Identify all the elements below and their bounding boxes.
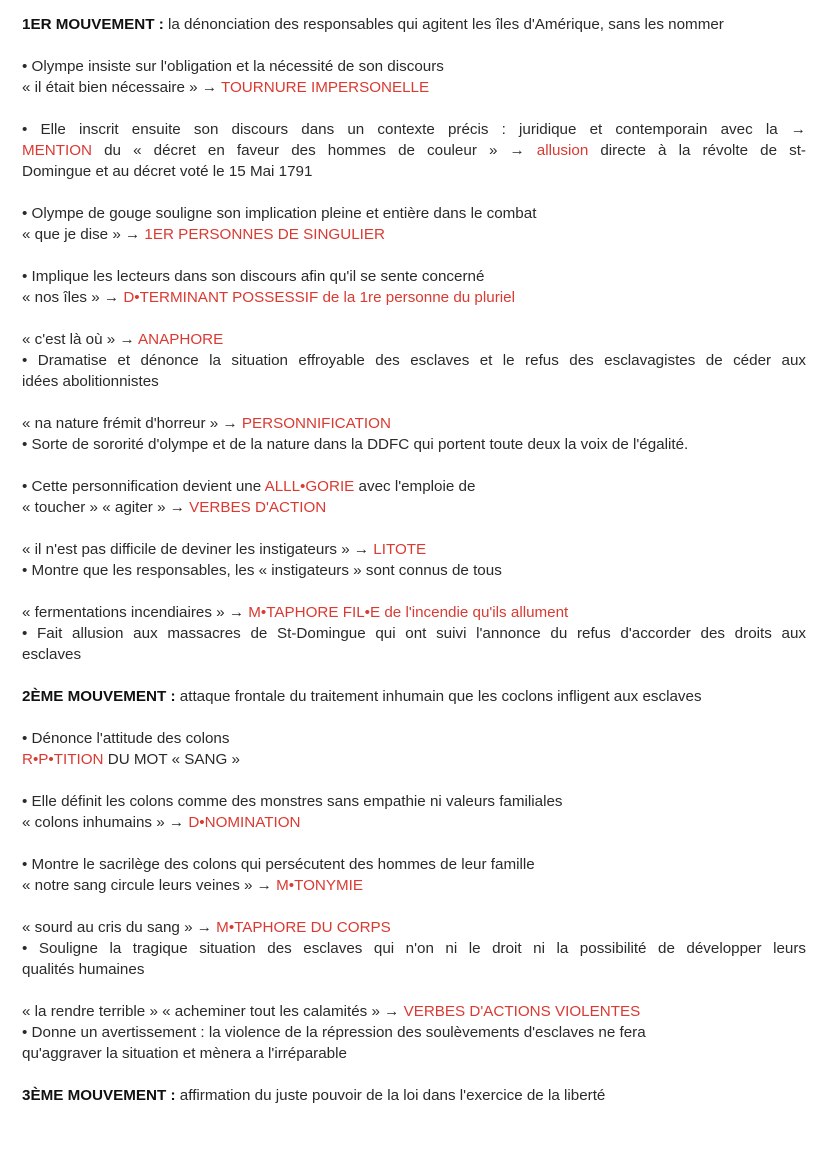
quote: « colons inhumains » → [22,814,189,831]
bullet-text: • Souligne la tragique situation des esclaves qui n'on ni le droit ni la possibilité de développer leurs [22,940,806,957]
bullet-text: • Montre le sacrilège des colons qui persécutent des hommes de leur famille [22,856,535,873]
bullet-text: • Sorte de sororité d'olympe et de la nature dans la DDFC qui portent toute deux la voix de l'égalité. [22,436,689,453]
bullet-text: Domingue et au décret voté le 15 Mai 1791 [22,163,313,180]
quote: « na nature frémit d'horreur » → [22,415,242,432]
bullet-text: esclaves [22,646,82,663]
bullet-text: qualités humaines [22,961,145,978]
quote: « sourd au cris du sang » → [22,919,217,936]
figure-term: TOURNURE IMPERSONELLE [220,79,430,96]
quote-line [22,539,426,560]
bullet-text: qu'aggraver la situation et mènera a l'irréparable [22,1045,347,1062]
heading-text: la dénonciation des responsables qui agitent les îles d'Amérique, sans les nommer [163,16,724,33]
quote-line [22,287,515,308]
figure-term: 1ER PERSONNES DE SINGULIER [144,226,385,243]
quote-line [22,413,391,434]
bullet-text: • Implique les lecteurs dans son discours afin qu'il se sente concerné [22,268,485,285]
heading-label: 3ÈME MOUVEMENT : [22,1087,176,1104]
movement-1-heading [22,14,724,35]
quote-line [22,77,429,98]
figure-term: D•TERMINANT POSSESSIF de la 1re personne du pluriel [123,289,515,306]
bullet-text [22,140,806,161]
bullet-text: • Olympe insiste sur l'obligation et la nécessité de son discours [22,58,444,75]
quote: « nos îles » → [22,289,124,306]
figure-term: allusion [536,142,589,159]
bullet-text: idées abolitionnistes [22,373,159,390]
bullet-text-part: • Cette personnification devient une [22,478,265,495]
heading-label: 1ER MOUVEMENT : [22,16,164,33]
figure-term: M•TAPHORE FIL•E de l'incendie qu'ils allument [248,604,569,621]
quote-line [22,917,391,938]
quote: « fermentations incendiaires » → [22,604,249,621]
figure-term: VERBES D'ACTIONS VIOLENTES [403,1003,641,1020]
figure-term: ANAPHORE [138,331,224,348]
bullet-text-part: DU MOT « SANG » [103,751,240,768]
bullet-text: • Dramatise et dénonce la situation effroyable des esclaves et le refus des esclavagistes de céder aux [22,352,806,369]
quote: « la rendre terrible » « acheminer tout les calamités » → [22,1003,404,1020]
quote-line [22,749,240,770]
bullet-text: • Montre que les responsables, les « instigateurs » sont connus de tous [22,562,502,579]
bullet-text-part: avec l'emploie de [354,478,476,495]
movement-2-heading [22,686,702,707]
quote: « c'est là où » → [22,331,139,348]
bullet-text: • Elle définit les colons comme des monstres sans empathie ni valeurs familiales [22,793,563,810]
bullet-text-part: directe à la révolte de st- [588,142,806,159]
quote-line [22,602,568,623]
quote-line [22,329,223,350]
figure-term: R•P•TITION [22,751,104,768]
quote: « notre sang circule leurs veines » → [22,877,277,894]
quote: « il n'est pas difficile de deviner les instigateurs » → [22,541,374,558]
heading-text: attaque frontale du traitement inhumain que les coclons infligent aux esclaves [175,688,702,705]
movement-3-heading [22,1085,605,1106]
figure-term: M•TONYMIE [276,877,363,894]
quote-line [22,1001,640,1022]
heading-label: 2ÈME MOUVEMENT : [22,688,176,705]
quote-line [22,812,301,833]
bullet-text [22,476,475,497]
figure-term: PERSONNIFICATION [241,415,391,432]
bullet-text: • Dénonce l'attitude des colons [22,730,230,747]
quote-line [22,224,385,245]
figure-term: VERBES D'ACTION [189,499,327,516]
bullet-text: • Olympe de gouge souligne son implication pleine et entière dans le combat [22,205,537,222]
quote-line [22,497,326,518]
bullet-text: • Fait allusion aux massacres de St-Domingue qui ont suivi l'annonce du refus d'accorder des droits aux [22,625,806,642]
quote-line [22,875,363,896]
bullet-text: • Elle inscrit ensuite son discours dans un contexte précis : juridique et contemporain avec la → [22,121,806,138]
figure-term: LITOTE [373,541,427,558]
figure-term: ALLL•GORIE [264,478,355,495]
figure-term: MENTION [22,142,93,159]
bullet-text: • Donne un avertissement : la violence de la répression des soulèvements d'esclaves ne fera [22,1024,646,1041]
figure-term: M•TAPHORE DU CORPS [216,919,391,936]
quote: « il était bien nécessaire » → [22,79,221,96]
quote: « toucher » « agiter » → [22,499,190,516]
quote: du « décret en faveur des hommes de couleur » → [92,142,537,159]
quote: « que je dise » → [22,226,145,243]
figure-term: D•NOMINATION [188,814,301,831]
heading-text: affirmation du juste pouvoir de la loi dans l'exercice de la liberté [175,1087,606,1104]
